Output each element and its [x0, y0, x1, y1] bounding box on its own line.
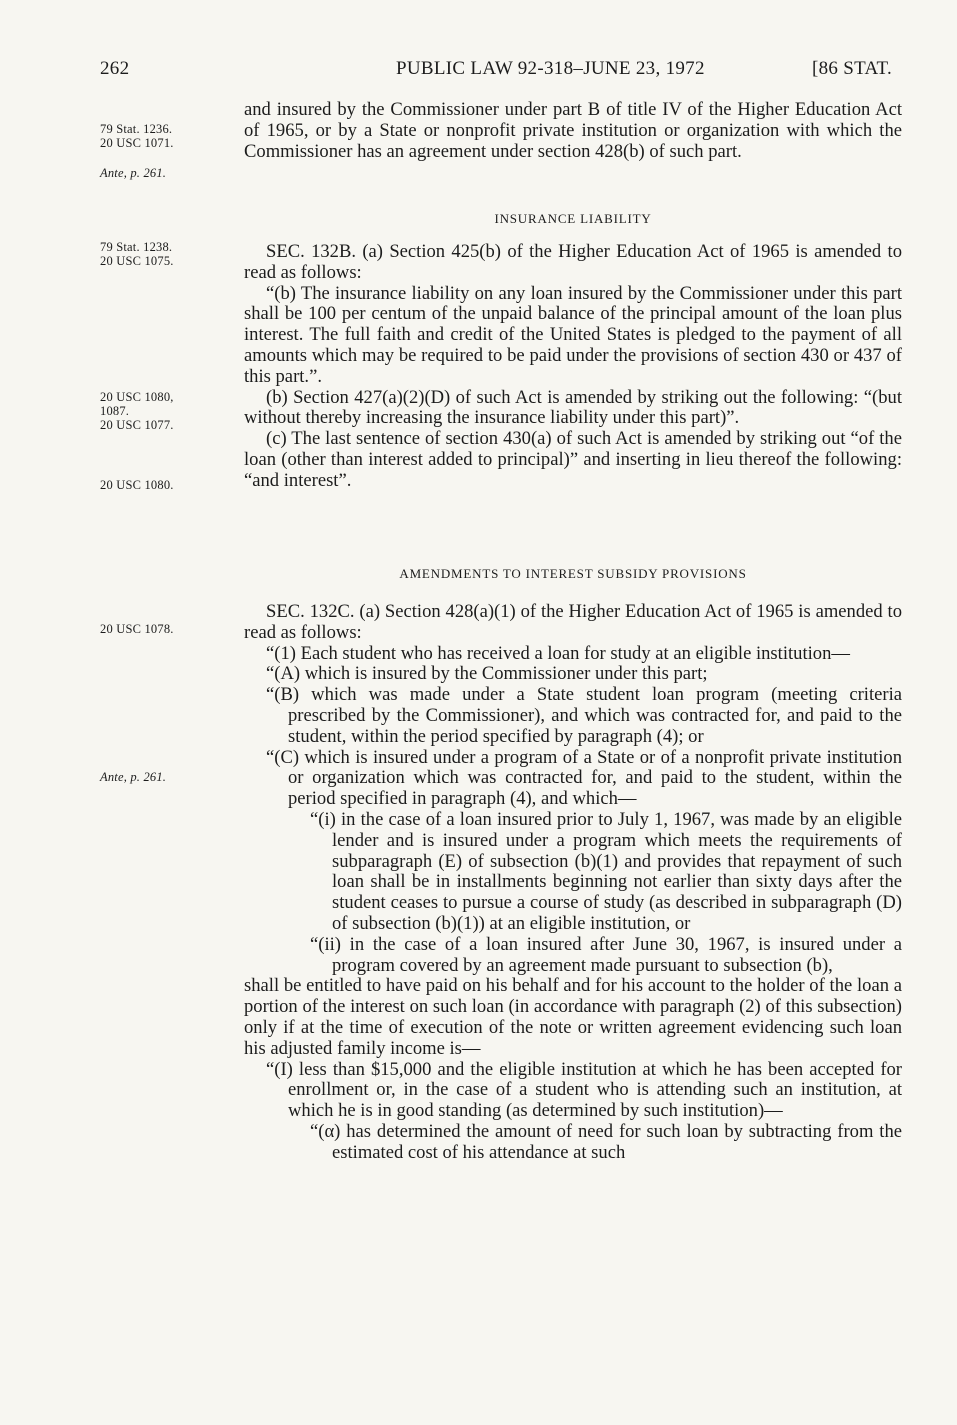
sec132b-c-paragraph: (c) The last sentence of section 430(a) of such Act is amended by striking out “of the loan (other than interest added to principal)” and inserting in lieu thereof the following: “and interest”.: [244, 428, 902, 491]
section-heading-insurance: [244, 209, 902, 230]
heading-insurance-liability: INSURANCE LIABILITY: [494, 211, 652, 226]
margin-note: 20 USC 1080,: [100, 390, 174, 404]
clause-b: “(B) which was made under a State student loan program (meeting criteria prescribed by the Commissioner), and which was contracted for, and paid to the student, within the period specified by paragraph (4); or: [266, 684, 902, 747]
intro-paragraph: and insured by the Commissioner under part B of title IV of the Higher Education Act of 1965, or by a State or nonprofit private institution or organization with which the Commissioner has an agreement under section 428(b) of such part.: [244, 99, 902, 162]
clause-i: “(i) in the case of a loan insured prior to July 1, 1967, was made by an eligible lender and is insured under a program which meets the requirements of subparagraph (E) of subsection (b)(1) and provides that repayment of such loan shall be in installments beginning not earlier than sixty days after the student ceases to pursue a course of study (as described in subparagraph (D) of subsection (b)(1)) at an eligible institution, or: [310, 808, 902, 934]
section-heading-amendments: [244, 564, 902, 585]
page-number: 262: [100, 58, 130, 79]
margin-note: 79 Stat. 1238.: [100, 240, 173, 254]
sec132b-b-paragraph: (b) Section 427(a)(2)(D) of such Act is amended by striking out the following: “(but without thereby increasing the insurance liability under this part)”.: [244, 386, 902, 429]
margin-note: 79 Stat. 1236.: [100, 122, 173, 136]
clause-ii: “(ii) in the case of a loan insured after June 30, 1967, is insured under a program covered by an agreement made pursuant to subsection (b),: [310, 933, 902, 976]
entitled-paragraph: shall be entitled to have paid on his behalf and for his account to the holder of the loan a portion of the interest on such loan (in accordance with paragraph (2) of this subsection) only if at the time of execution of the note or written agreement evidencing such loan his adjusted family income is—: [244, 975, 902, 1059]
margin-note: 20 USC 1080.: [100, 478, 174, 492]
text-block-sec132c: [244, 602, 902, 1164]
clause-roman-I: “(I) less than $15,000 and the eligible institution at which he has been accepted for enrollment or, in the case of a student who is attending such an institution, at which he is in good standing (as determined by such institution)—: [266, 1058, 902, 1122]
margin-note: Ante, p. 261.: [100, 770, 167, 784]
margin-note: 20 USC 1071.: [100, 136, 174, 150]
margin-note: 1087.: [100, 404, 130, 418]
margin-note: 20 USC 1077.: [100, 418, 174, 432]
margin-note: 20 USC 1075.: [100, 254, 174, 268]
text-block-sec132b: [244, 242, 902, 492]
clause-alpha: “(α) has determined the amount of need for such loan by subtracting from the estimated cost of his attendance at such: [310, 1120, 902, 1163]
text-block-intro: [244, 100, 902, 162]
sec132b-quote-paragraph: “(b) The insurance liability on any loan insured by the Commissioner under this part shall be 100 per centum of the unpaid balance of the principal amount of the loan plus interest. The full faith and credit of the United States is pledged to the payment of all amounts which may be required to be paid under the provisions of section 430 or 437 of this part.”.: [244, 282, 902, 387]
margin-note: Ante, p. 261.: [100, 166, 167, 180]
running-title: PUBLIC LAW 92-318–JUNE 23, 1972: [396, 58, 705, 79]
sec132b-a-paragraph: SEC. 132B. (a) Section 425(b) of the Higher Education Act of 1965 is amended to read as follows:: [244, 241, 902, 283]
clause-a: “(A) which is insured by the Commissioner under this part;: [266, 663, 708, 685]
heading-interest-subsidy: AMENDMENTS TO INTEREST SUBSIDY PROVISIONS: [399, 566, 747, 581]
paragraph-1: “(1) Each student who has received a loan for study at an eligible institution—: [266, 642, 850, 664]
sec132c-a-paragraph: SEC. 132C. (a) Section 428(a)(1) of the Higher Education Act of 1965 is amended to read as follows:: [244, 601, 902, 643]
clause-c: “(C) which is insured under a program of a State or of a nonprofit private institution or organization which was contracted for, and paid to the student, within the period specified in paragraph (4), and which—: [266, 746, 902, 810]
volume-reference: [86 STAT.: [812, 58, 892, 79]
margin-note: 20 USC 1078.: [100, 622, 174, 636]
